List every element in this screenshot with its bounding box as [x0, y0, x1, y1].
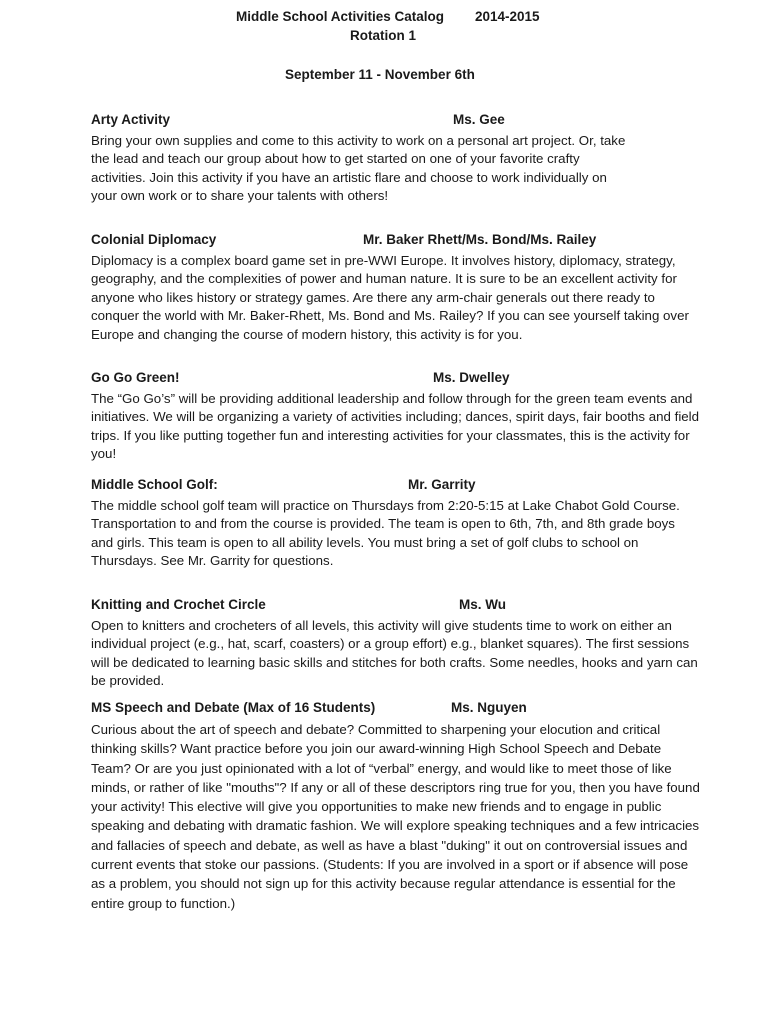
activity-title: Knitting and Crochet Circle	[91, 597, 266, 612]
activity-title: Arty Activity	[91, 112, 171, 127]
activity-title: Colonial Diplomacy	[91, 232, 217, 247]
catalog-years: 2014-2015	[475, 9, 540, 24]
activity-knitting-crochet	[91, 597, 711, 691]
catalog-title: Middle School Activities Catalog	[236, 9, 445, 24]
activity-go-go-green	[91, 370, 711, 464]
activity-staff: Ms. Nguyen	[451, 700, 527, 715]
activity-title: Go Go Green!	[91, 370, 180, 385]
activity-staff: Mr. Baker Rhett/Ms. Bond/Ms. Railey	[363, 232, 597, 247]
activity-staff: Ms. Dwelley	[433, 370, 510, 385]
rotation-dates: September 11 - November 6th	[285, 67, 475, 82]
activity-description: Curious about the art of speech and debate? Committed to sharpening your elocution and critical thinking skills? Want practice before you join our award-winning High School Speech and Debate Team? Or are you just opinionated with a lot of “verbal” energy, and would like to meet those of like minds, or rather of like "mouths"? If any or all of these descriptors ring true for you, then you have found your activity! This elective will give you opportunities to make new friends and to engage in public speaking and debating with dramatic fashion. We will explore speaking techniques and a few intricacies and fallacies of speech and debate, as well as have a blast "duking" it out on controversial issues and current events that stoke our passions. (Students: If you are involved in a sport or if absence will pose as a problem, you should not sign up for this activity because regular attendance is essential for the entire group to function.)	[91, 722, 700, 911]
activity-description: Open to knitters and crocheters of all levels, this activity will give students time to work on either an individual project (e.g., hat, scarf, coasters) or a group effort) e.g., blanket squares). The first sessions will be dedicated to learning basic skills and stitches for both crafts. Some needles, hooks and yarn can be provided.	[91, 618, 698, 689]
rotation-label: Rotation 1	[350, 28, 416, 43]
activity-arty	[91, 112, 711, 206]
activity-description: Diplomacy is a complex board game set in pre-WWI Europe. It involves history, diplomacy, strategy, geography, and the complexities of power and human nature. It is sure to be an excellent activity for anyone who likes history or strategy games. Are there any arm-chair generals out there ready to conquer the world with Mr. Baker-Rhett, Ms. Bond and Ms. Railey? If you can see yourself taking over Europe and changing the course of modern history, this activity is for you.	[91, 253, 689, 342]
activity-staff: Ms. Wu	[459, 597, 506, 612]
activity-description: The middle school golf team will practice on Thursdays from 2:20-5:15 at Lake Chabot Gold Course. Transportation to and from the course is provided. The team is open to 6th, 7th, and 8th grade boys and girls. This team is open to all ability levels. You must bring a set of golf clubs to school on Thursdays. See Mr. Garrity for questions.	[91, 498, 680, 569]
activity-colonial-diplomacy	[91, 232, 711, 344]
activity-description: Bring your own supplies and come to this activity to work on a personal art project. Or, take the lead and teach our group about how to get started on one of your favorite crafty activities. Join this activity if you have an artistic flare and choose to work individually on your own work or to share your talents with others!	[91, 133, 626, 204]
activity-golf	[91, 477, 711, 571]
activity-title: MS Speech and Debate (Max of 16 Students)	[91, 700, 376, 715]
activity-title: Middle School Golf:	[91, 477, 218, 492]
activity-speech-debate	[91, 700, 711, 913]
activity-staff: Mr. Garrity	[408, 477, 476, 492]
activity-description: The “Go Go’s” will be providing additional leadership and follow through for the green team events and initiatives. We will be organizing a variety of activities including; dances, spirit days, fair booths and field trips. If you like putting together fun and interesting activities for your classmates, this is the activity for you!	[91, 391, 700, 462]
activity-staff: Ms. Gee	[453, 112, 505, 127]
